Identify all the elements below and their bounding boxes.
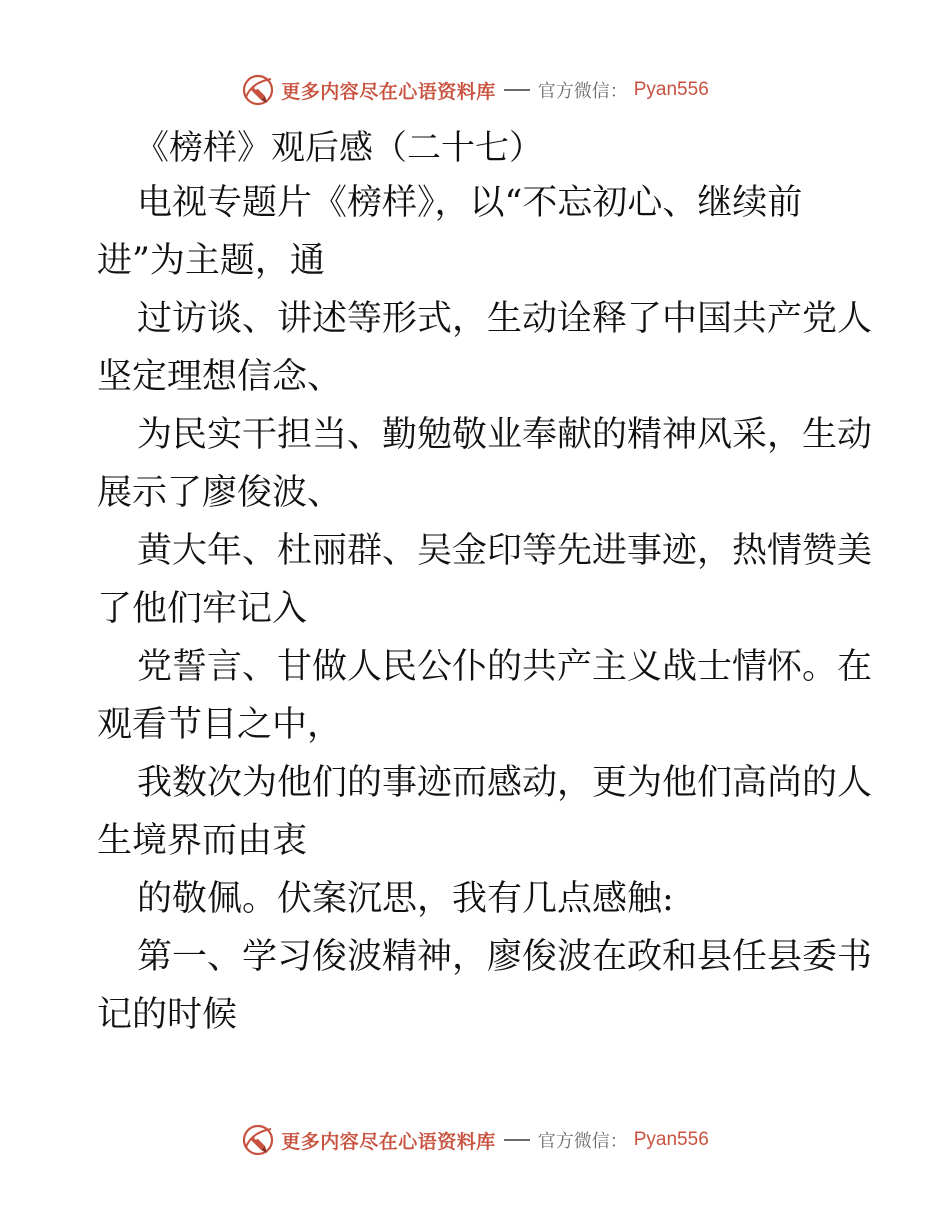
paragraph <box>97 174 857 290</box>
pen-nib-circle-icon <box>241 73 275 107</box>
paragraph-line: 了他们牢记入 <box>97 589 308 629</box>
paragraph <box>97 290 873 406</box>
header-banner <box>0 70 950 110</box>
paragraph-line: 坚定理想信念、 <box>97 357 343 397</box>
paragraph-line: 展示了廖俊波、 <box>97 473 343 513</box>
banner-divider <box>504 89 530 91</box>
paragraph-line: 黄大年、杜丽群、吴金印等先进事迹，热情赞美 <box>137 531 873 571</box>
document-body <box>97 122 873 1044</box>
paragraph-line: 电视专题片《榜样》，以“不忘初心、继续前 <box>137 183 803 223</box>
paragraph-line: 第一、学习俊波精神，廖俊波在政和县任县委书 <box>137 937 873 977</box>
paragraph-line: 我数次为他们的事迹而感动，更为他们高尚的人 <box>137 763 873 803</box>
paragraph-line: 的敬佩。伏案沉思，我有几点感触: <box>137 879 674 919</box>
paragraph-line: 记的时候 <box>97 995 238 1035</box>
wechat-label: 官方微信： <box>537 81 628 102</box>
paragraph <box>97 870 857 928</box>
footer-banner <box>0 1120 950 1160</box>
paragraph-line: 过访谈、讲述等形式，生动诠释了中国共产党人 <box>137 299 873 339</box>
paragraph <box>97 406 873 522</box>
paragraph <box>97 522 873 638</box>
wechat-label: 官方微信： <box>537 1131 628 1152</box>
paragraph-list <box>97 174 873 1044</box>
paragraph <box>97 638 873 754</box>
brand-text: 更多内容尽在心语资料库 <box>281 80 496 103</box>
banner-divider <box>504 1139 530 1141</box>
paragraph-line: 党誓言、甘做人民公仆的共产主义战士情怀。在 <box>137 647 873 687</box>
paragraph-line: 进”为主题，通 <box>97 241 325 281</box>
wechat-id: Pyan556 <box>633 79 709 100</box>
pen-nib-circle-icon <box>241 1123 275 1157</box>
brand-text: 更多内容尽在心语资料库 <box>281 1130 496 1153</box>
paragraph <box>97 928 873 1044</box>
paragraph-line: 观看节目之中， <box>97 705 343 745</box>
document-title: 《榜样》观后感（二十七） <box>135 128 543 168</box>
paragraph-line: 为民实干担当、勤勉敬业奉献的精神风采，生动 <box>137 415 873 455</box>
wechat-id: Pyan556 <box>633 1129 709 1150</box>
paragraph-line: 生境界而由衷 <box>97 821 308 861</box>
paragraph <box>97 754 873 870</box>
